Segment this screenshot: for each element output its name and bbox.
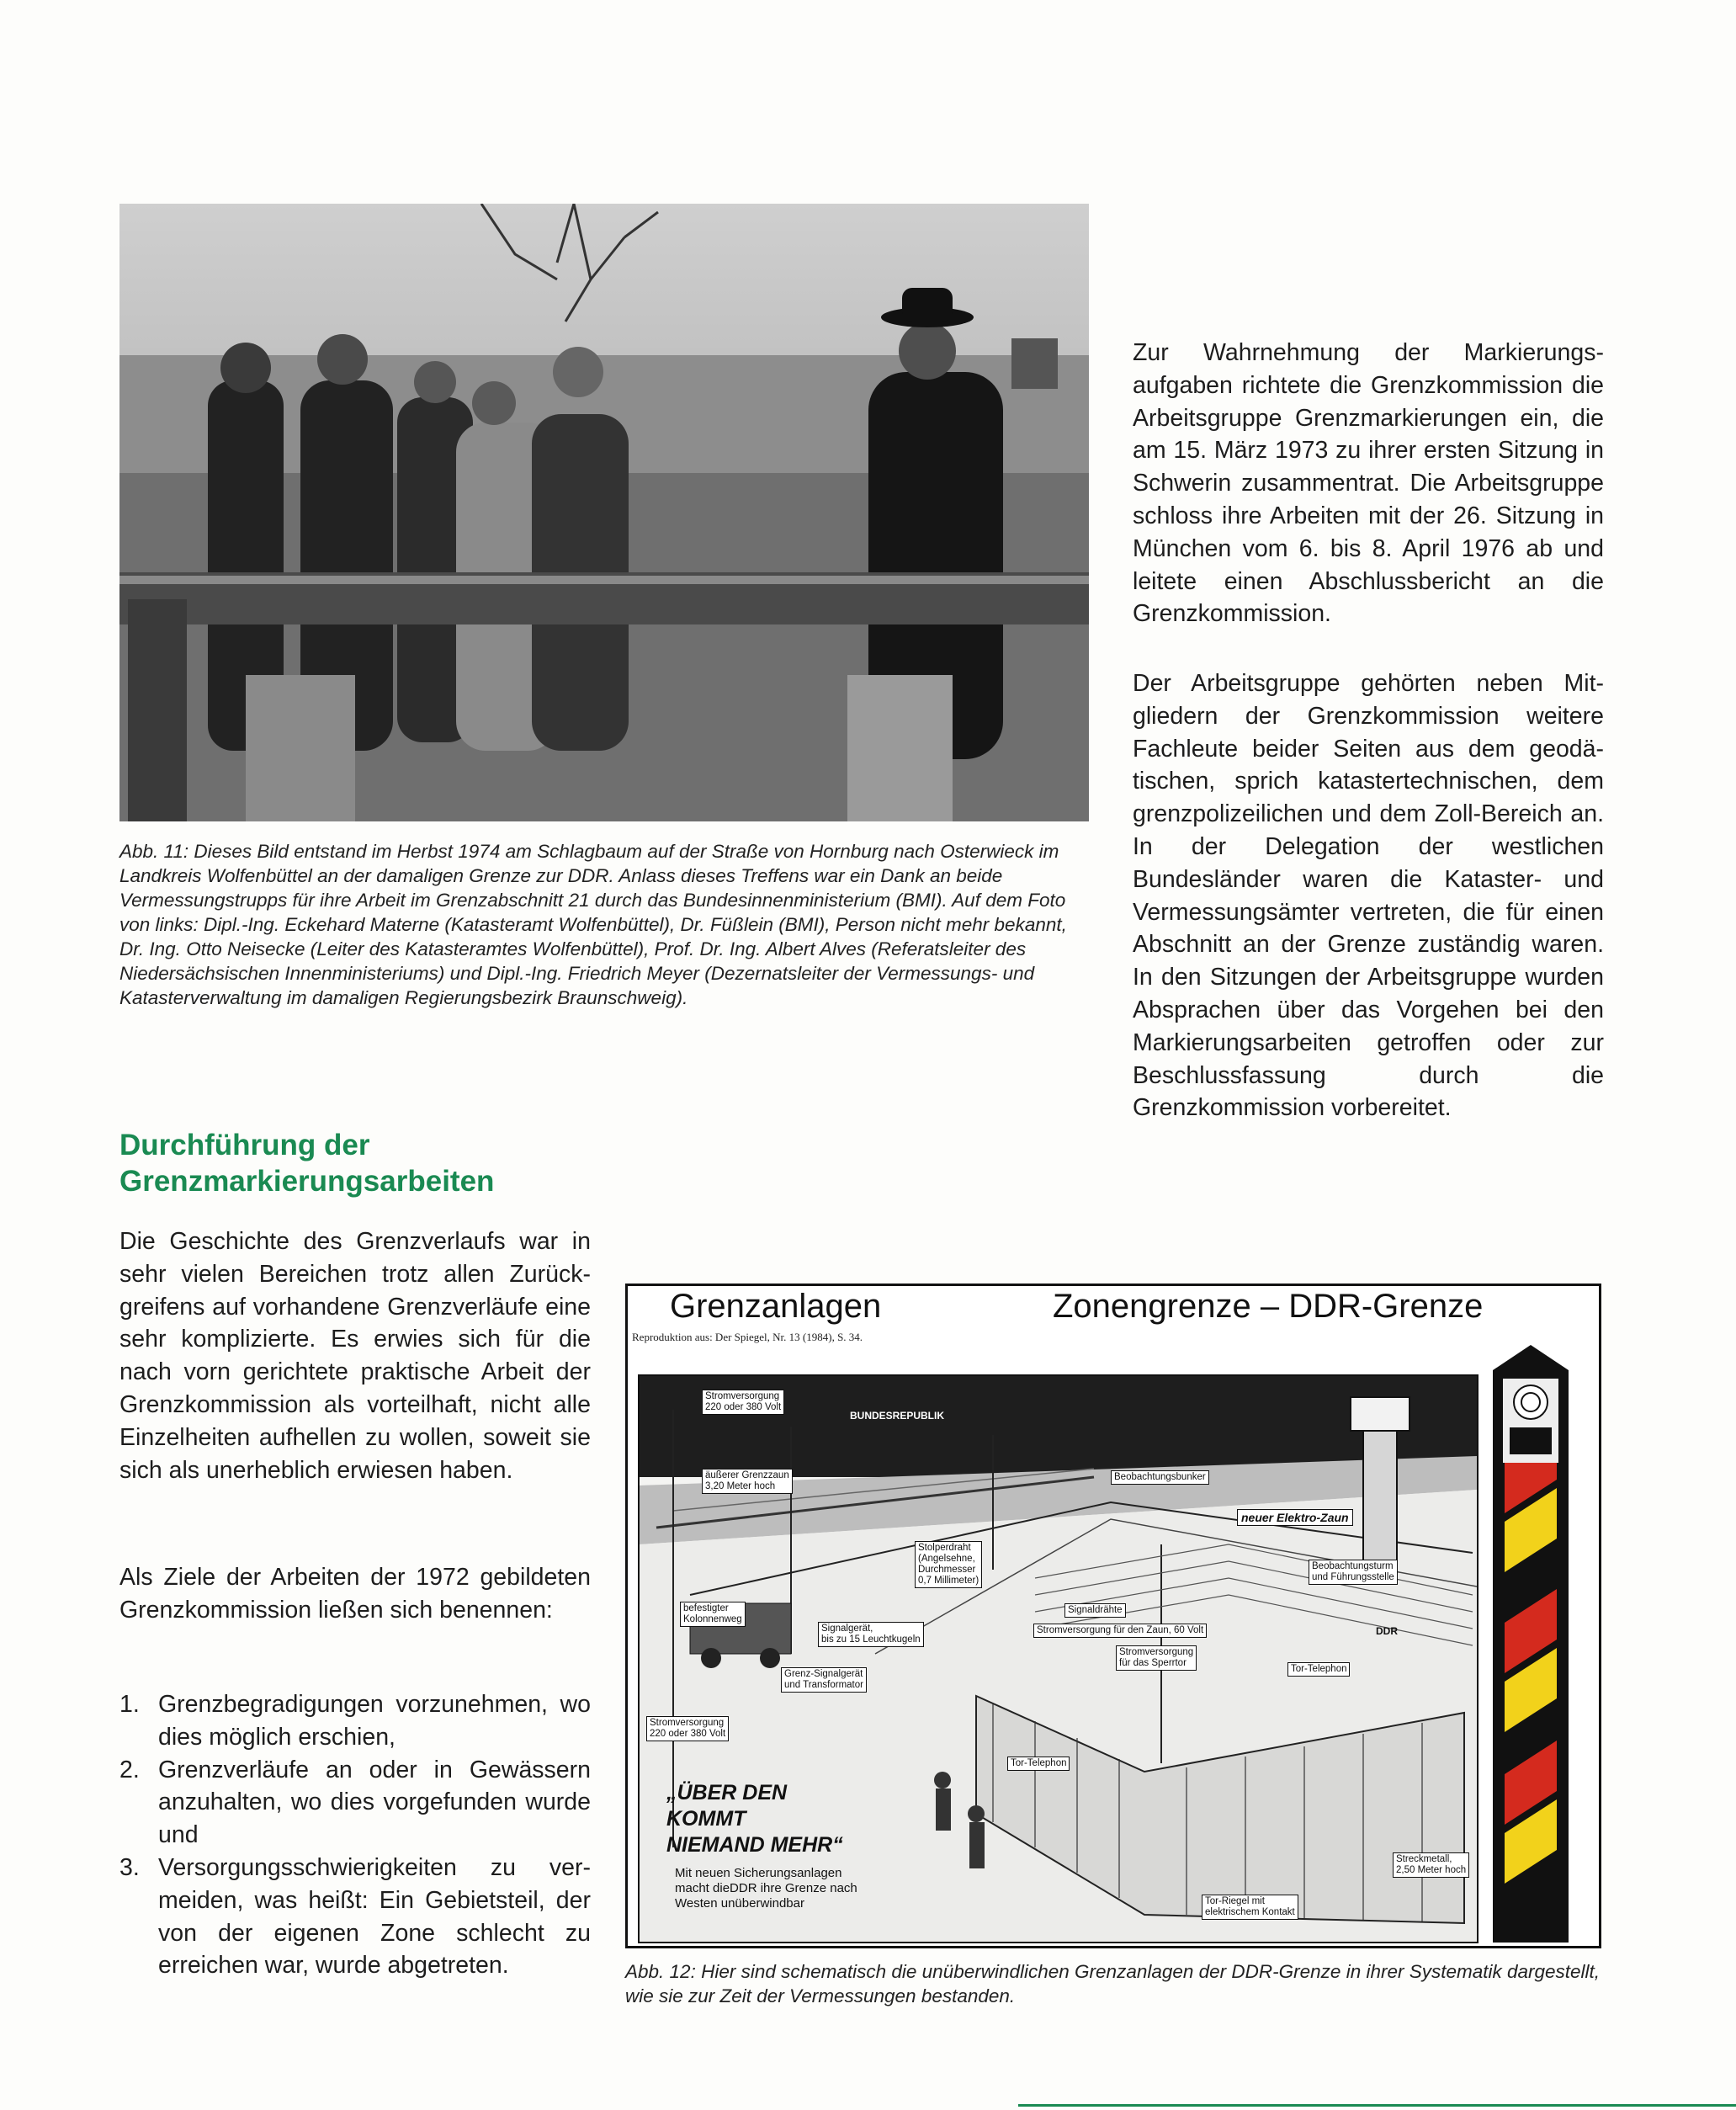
goals-list: [119, 1688, 591, 1982]
label-signaldraehte: Signaldrähte: [1064, 1603, 1126, 1618]
list-text: Grenzbegradigungen vorzunehmen, wo dies möglich erschien,: [158, 1691, 591, 1751]
section-heading: Durchführung der Grenzmarkierungsarbeiten: [119, 1129, 495, 1198]
photo-illustration: [119, 204, 1089, 821]
label-ddr: DDR: [1376, 1625, 1398, 1637]
figure-title-right: Zonengrenze – DDR-Grenze: [1053, 1288, 1484, 1325]
list-text: Grenzverläufe an oder in Gewässern anzuhalten, wo dies vorgefunden wurde und: [158, 1756, 591, 1849]
ddr-border-post: [1493, 1345, 1569, 1943]
section-paragraph-1: Die Geschichte des Grenzverlaufs war in sehr vielen Bereichen trotz allen Zurückgreifens auf vorhandene Grenzverläufe eine sehr komplizierte. Es erwies sich für die nach vorn gerichtete praktische Arbeit der Grenzkommission als vorteilhaft, nicht alle Einzelheiten aufhellen zu wollen, soweit sie sich als unerheblich erwiesen haben.: [119, 1228, 591, 1484]
label-grenz-signalgeraet: Grenz-Signalgerät und Transformator: [781, 1667, 867, 1693]
right-paragraph-2: Der Arbeitsgruppe gehörten neben Mitgliedern der Grenzkommission weitere Fachleute beider Seiten aus dem geodätischen, sprich katastertechnischen, dem grenzpolizeilichen und dem Zoll-Bereich an. In der Delegation der westlichen Bundesländer waren die Kataster- und Vermessungsämter vertreten, die für einen Abschnitt an der Grenze zuständig waren. In den Sitzungen der Arbeitsgruppe wurden Absprachen über das Vorgehen bei den Markierungsarbeiten getroffen oder zur Beschlussfassung durch die Grenzkommission vorbereitet.: [1133, 670, 1604, 1122]
border-post-stripes: [1493, 1345, 1569, 1943]
label-bundesrepublik: BUNDESREPUBLIK: [850, 1410, 945, 1422]
figure-title-left: Grenzanlagen: [670, 1288, 882, 1325]
figure-slogan-sub: Mit neuen Sicherungsanlagen macht dieDDR ihre Grenze nach Westen unüberwindbar: [675, 1866, 857, 1911]
figure-caption: Abb. 12: Hier sind schematisch die unüberwindlichen Grenzanlagen der DDR-Grenze in ihrer Systematik dargestellt, wie sie zur Zeit der Vermessungen bestanden.: [625, 1961, 1601, 2006]
label-signalgeraet: Signalgerät, bis zu 15 Leuchtkugeln: [818, 1622, 924, 1647]
label-stolperdraht: Stolperdraht (Angelsehne, Durchmesser 0,7 Millimeter): [915, 1541, 982, 1588]
figure-reproduction-note: Reproduktion aus: Der Spiegel, Nr. 13 (1984), S. 34.: [632, 1331, 863, 1343]
label-stromversorgung-top: Stromversorgung 220 oder 380 Volt: [702, 1390, 784, 1415]
list-number: 2.: [119, 1756, 140, 1783]
label-streckmetall: Streckmetall, 2,50 Meter hoch: [1393, 1852, 1469, 1878]
photo-caption: Abb. 11: Dieses Bild entstand im Herbst 1974 am Schlagbaum auf der Straße von Hornburg nach Osterwieck im Landkreis Wolfenbüttel an der damaligen Grenze zur DDR. Anlass dieses Treffens war ein Dank an beide Vermessungstrupps für ihre Arbeit im Grenzabschnitt 21 durch das Bundesinnenministerium (BMI). Auf dem Foto von links: Dipl.-Ing. Eckehard Materne (Katasteramt Wolfenbüttel), Dr. Füßlein (BMI), Person nicht mehr bekannt, Dr. Ing. Otto Neisecke (Leiter des Katasteramtes Wolfenbüttel), Prof. Dr. Ing. Albert Alves (Referatsleiter des Niedersächsischen Innenministeriums) und Dipl.-Ing. Friedrich Meyer (Dezernatsleiter der Vermessungs- und Katasterverwaltung im damaligen Regierungsbezirk Braunschweig).: [119, 841, 1067, 1008]
list-item: [119, 1852, 591, 1982]
label-stromversorgung-zaun: Stromversorgung für den Zaun, 60 Volt: [1033, 1624, 1207, 1638]
border-drawing: [638, 1374, 1479, 1943]
list-number: 3.: [119, 1853, 140, 1881]
section-paragraph-2: Als Ziele der Arbeiten der 1972 gebildeten Grenzkommission ließen sich benennen:: [119, 1564, 591, 1624]
label-beobachtungsbunker: Beobachtungsbunker: [1111, 1470, 1209, 1485]
label-aeusserer-zaun: äußerer Grenzzaun 3,20 Meter hoch: [702, 1469, 793, 1494]
footer-rule: [1018, 2104, 1736, 2107]
label-tor-telephon-left: Tor-Telephon: [1007, 1757, 1070, 1771]
label-tor-telephon-right: Tor-Telephon: [1287, 1662, 1350, 1677]
figure-slogan: „ÜBER DEN KOMMT NIEMAND MEHR“: [666, 1781, 843, 1857]
label-befestigter-weg: befestigter Kolonnenweg: [680, 1602, 746, 1627]
right-paragraph-1: Zur Wahrnehmung der Markierungsaufgaben richtete die Grenzkommission die Arbeitsgruppe Grenzmarkierungen ein, die am 15. März 1973 zu ihrer ersten Sitzung in Schwerin zusammentrat. Die Arbeitsgruppe schloss ihre Arbeiten mit der 26. Sitzung in München vom 6. bis 8. April 1976 ab und leitete einen Abschlussbericht an die Grenzkommission.: [1133, 339, 1604, 628]
label-neuer-zaun: neuer Elektro-Zaun: [1237, 1509, 1353, 1526]
label-stromversorgung-left: Stromversorgung 220 oder 380 Volt: [646, 1716, 729, 1741]
label-stromversorgung-sperrtor: Stromversorgung für das Sperrtor: [1116, 1645, 1197, 1671]
historical-photo: [119, 204, 1089, 821]
label-tor-riegel: Tor-Riegel mit elektrischem Kontakt: [1202, 1895, 1298, 1920]
list-number: 1.: [119, 1691, 140, 1718]
label-beobachtungsturm: Beobachtungsturm und Führungsstelle: [1309, 1560, 1398, 1585]
list-text: Versorgungsschwierigkeiten zu vermeiden, was heißt: Ein Gebietsteil, der von der eigenen Zone schlecht zu erreichen war, wurde abgetreten.: [158, 1853, 591, 1980]
border-diagram-figure: [625, 1284, 1601, 1948]
list-item: [119, 1688, 591, 1754]
list-item: [119, 1754, 591, 1852]
